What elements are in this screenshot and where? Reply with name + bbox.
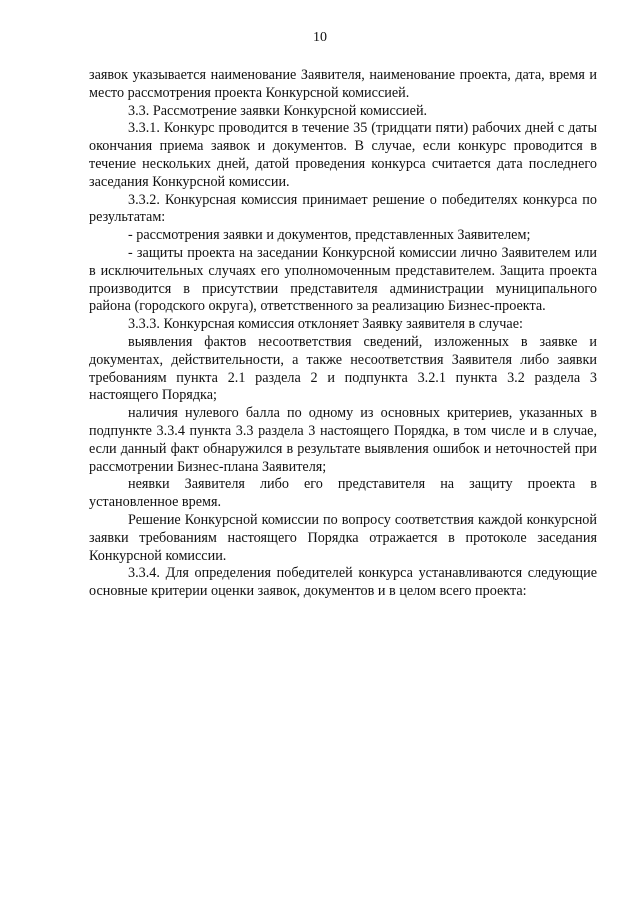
section-heading: 3.3. Рассмотрение заявки Конкурсной комиссией. bbox=[128, 102, 428, 119]
paragraph: наличия нулевого балла по одному из основных критериев, указанных в подпункте 3.3.4 пункта 3.3 раздела 3 настоящего Порядка, в том числе и в случае, если данный факт обнаружился в результате выявления ошибок и неточностей при рассмотрении Бизнес-плана Заявителя; bbox=[89, 405, 597, 475]
page-number: 10 bbox=[313, 30, 327, 45]
paragraph: Решение Конкурсной комиссии по вопросу соответствия каждой конкурсной заявки требованиям настоящего Порядка отражается в протоколе заседания Конкурсной комиссии. bbox=[89, 511, 597, 564]
document-body bbox=[89, 67, 597, 601]
paragraph: 3.3.2. Конкурсная комиссия принимает решение о победителях конкурса по результатам: bbox=[89, 191, 597, 226]
paragraph: неявки Заявителя либо его представителя на защиту проекта в установленное время. bbox=[89, 476, 597, 511]
paragraph: заявок указывается наименование Заявителя, наименование проекта, дата, время и место рассмотрения проекта Конкурсной комиссией. bbox=[89, 67, 597, 101]
paragraph: 3.3.1. Конкурс проводится в течение 35 (тридцати пяти) рабочих дней с даты окончания приема заявок и документов. В случае, если конкурс проводится в течение нескольких дней, датой проведения конкурса считается дата последнего заседания Конкурсной комиссии. bbox=[89, 120, 597, 190]
paragraph: 3.3.4. Для определения победителей конкурса устанавливаются следующие основные критерии оценки заявок, документов и в целом всего проекта: bbox=[89, 565, 597, 600]
list-item: - рассмотрения заявки и документов, представленных Заявителем; bbox=[128, 227, 531, 244]
paragraph: выявления фактов несоответствия сведений, изложенных в заявке и документах, действительности, а также несоответствия Заявителя либо заявки требованиям пункта 2.1 раздела 2 и подпункта 3.2.1 пункта 3.2 раздела 3 настоящего Порядка; bbox=[89, 333, 597, 404]
list-item: - защиты проекта на заседании Конкурсной комиссии лично Заявителем или в исключительных случаях его уполномоченным представителем. Защита проекта производится в присутствии представителя администрации муниципального района (городского округа), ответственного за реализацию Бизнес-проекта. bbox=[89, 244, 597, 315]
paragraph: 3.3.3. Конкурсная комиссия отклоняет Заявку заявителя в случае: bbox=[128, 316, 523, 333]
